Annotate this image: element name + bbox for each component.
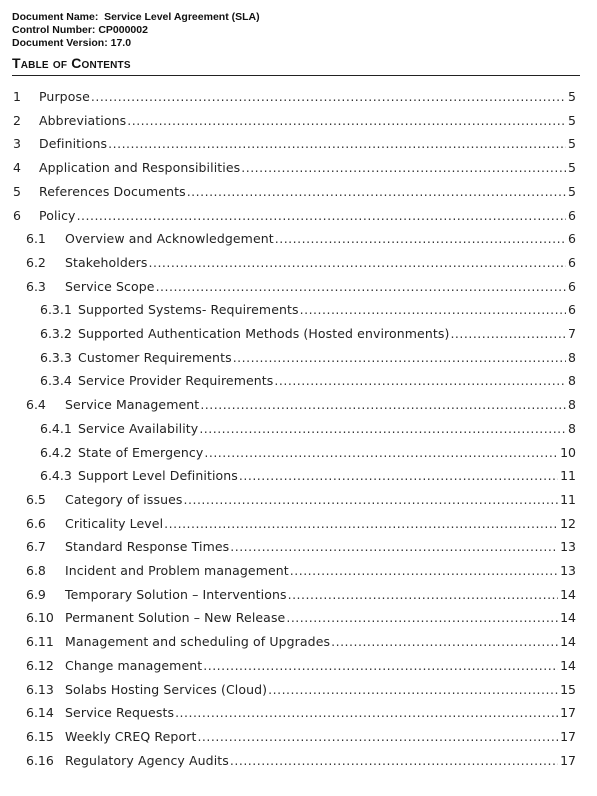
toc-entry-page: 11: [560, 491, 576, 507]
toc-entry[interactable]: [26, 631, 576, 653]
document-header: [12, 11, 260, 50]
toc-dot-leader: [199, 418, 566, 440]
toc-dot-leader: [197, 726, 558, 748]
toc-entry[interactable]: [26, 750, 576, 772]
toc-entry-number: 6.6: [26, 515, 46, 531]
toc-entry-number: 6.13: [26, 681, 54, 697]
toc-dot-leader: [450, 323, 566, 345]
toc-entry-page: 12: [560, 515, 576, 531]
toc-entry[interactable]: [40, 418, 576, 440]
toc-entry-page: 5: [568, 183, 576, 199]
toc-entry-title: Standard Response Times: [65, 539, 230, 555]
toc-dot-leader: [268, 679, 558, 701]
toc-dot-leader: [286, 607, 558, 629]
toc-dot-leader: [239, 465, 558, 487]
toc-dot-leader: [275, 228, 566, 250]
toc-entry-title: Regulatory Agency Audits: [65, 752, 229, 768]
toc-entry-title: Weekly CREQ Report: [65, 728, 197, 744]
toc-entry-number: 6.4.2: [40, 444, 72, 460]
toc-entry-title: Service Scope: [65, 278, 155, 294]
toc-dot-leader: [233, 347, 566, 369]
toc-entry-title: Overview and Acknowledgement: [65, 231, 274, 247]
toc-entry-title: Management and scheduling of Upgrades: [65, 634, 331, 650]
toc-entry-number: 6.3.3: [40, 349, 72, 365]
toc-entry[interactable]: [26, 228, 576, 250]
toc-dot-leader: [77, 205, 566, 227]
toc-entry[interactable]: [26, 584, 576, 606]
toc-entry-title: Service Provider Requirements: [78, 373, 274, 389]
toc-entry-number: 6.4.1: [40, 420, 72, 436]
toc-entry[interactable]: [13, 110, 576, 132]
toc-entry-number: 6.14: [26, 705, 54, 721]
toc-dot-leader: [184, 489, 559, 511]
toc-dot-leader: [288, 584, 558, 606]
toc-entry-title: References Documents: [39, 183, 186, 199]
toc-entry-page: 8: [568, 420, 576, 436]
toc-entry[interactable]: [13, 157, 576, 179]
toc-entry-number: 6.7: [26, 539, 46, 555]
toc-entry-number: 6.3.1: [40, 302, 72, 318]
toc-entry-page: 10: [560, 444, 576, 460]
toc-entry-number: 6.16: [26, 752, 54, 768]
toc-heading: Table of Contents: [12, 55, 580, 76]
toc-entry-number: 4: [13, 160, 21, 176]
toc-dot-leader: [127, 110, 566, 132]
toc-entry-page: 6: [568, 207, 576, 223]
toc-entry-page: 6: [568, 254, 576, 270]
toc-entry[interactable]: [26, 607, 576, 629]
toc-entry-number: 6.12: [26, 657, 54, 673]
toc-entry-page: 11: [560, 468, 576, 484]
toc-entry-page: 15: [560, 681, 576, 697]
toc-entry-page: 5: [568, 89, 576, 104]
toc-entry-page: 17: [560, 705, 576, 721]
toc-entry-title: Service Management: [65, 397, 200, 413]
toc-entry-title: Abbreviations: [39, 112, 127, 128]
toc-entry-title: Service Availability: [78, 420, 199, 436]
toc-entry-number: 6.3.2: [40, 326, 72, 341]
toc-entry-page: 5: [568, 160, 576, 176]
toc-entry-number: 6.10: [26, 610, 54, 626]
toc-entry-title: Support Level Definitions: [78, 468, 238, 484]
toc-entry-number: 6.3.4: [40, 373, 72, 389]
toc-dot-leader: [230, 750, 558, 772]
toc-entry-page: 17: [560, 728, 576, 744]
toc-entry-number: 3: [13, 136, 21, 152]
toc-entry-page: 13: [560, 563, 576, 578]
toc-dot-leader: [108, 133, 566, 155]
toc-entry[interactable]: [13, 181, 576, 203]
toc-dot-leader: [149, 252, 567, 274]
toc-entry[interactable]: [13, 133, 576, 155]
toc-entry-title: State of Emergency: [78, 444, 204, 460]
toc-entry[interactable]: [26, 513, 576, 535]
toc-entry[interactable]: [40, 299, 576, 321]
toc-entry-number: 6.15: [26, 728, 54, 744]
toc-dot-leader: [300, 299, 566, 321]
toc-entry-page: 14: [560, 610, 576, 626]
toc-entry[interactable]: [13, 205, 576, 227]
toc-dot-leader: [187, 181, 566, 203]
toc-entry-number: 1: [13, 89, 21, 104]
toc-entry-title: Criticality Level: [65, 515, 164, 531]
toc-dot-leader: [290, 560, 558, 582]
toc-entry[interactable]: [40, 347, 576, 369]
toc-entry[interactable]: [40, 370, 576, 392]
toc-entry-title: Supported Authentication Methods (Hosted environments): [78, 326, 450, 341]
toc-entry-title: Service Requests: [65, 705, 175, 721]
toc-entry-title: Incident and Problem management: [65, 563, 289, 578]
toc-entry-number: 6.8: [26, 563, 46, 578]
control-number: Control Number: CP000002: [12, 24, 148, 36]
toc-entry-number: 2: [13, 112, 21, 128]
toc-entry[interactable]: [40, 465, 576, 487]
toc-entry-title: Temporary Solution – Interventions: [65, 586, 287, 602]
toc-entry-page: 8: [568, 397, 576, 413]
toc-entry[interactable]: [26, 702, 576, 724]
toc-entry-number: 6.9: [26, 586, 46, 602]
toc-entry-page: 8: [568, 349, 576, 365]
toc-entry[interactable]: [26, 276, 576, 298]
toc-dot-leader: [156, 276, 566, 298]
toc-dot-leader: [274, 370, 566, 392]
toc-entry[interactable]: [40, 323, 576, 345]
toc-entry-number: 6.11: [26, 634, 54, 650]
toc-entry-number: 6: [13, 207, 21, 223]
toc-entry-page: 6: [568, 278, 576, 294]
toc-entry-number: 6.3: [26, 278, 46, 294]
toc-entry[interactable]: [26, 726, 576, 748]
toc-entry-title: Change management: [65, 657, 203, 673]
toc-entry[interactable]: [13, 86, 576, 108]
toc-entry[interactable]: [26, 252, 576, 274]
toc-entry[interactable]: [26, 536, 576, 558]
toc-entry-number: 6.1: [26, 231, 46, 247]
toc-entry-title: Permanent Solution – New Release: [65, 610, 286, 626]
toc-entry[interactable]: [26, 489, 576, 511]
toc-entry[interactable]: [26, 655, 576, 677]
toc-dot-leader: [331, 631, 558, 653]
toc-entry-number: 5: [13, 183, 21, 199]
toc-entry[interactable]: [26, 560, 576, 582]
toc-entry-title: Policy: [39, 207, 76, 223]
toc-entry-page: 6: [568, 302, 576, 318]
toc-entry-page: 5: [568, 136, 576, 152]
toc-entry-title: Stakeholders: [65, 254, 148, 270]
toc-dot-leader: [230, 536, 558, 558]
toc-entry-page: 8: [568, 373, 576, 389]
toc-dot-leader: [203, 655, 558, 677]
toc-entry-page: 14: [560, 586, 576, 602]
toc-entry-number: 6.4.3: [40, 468, 72, 484]
toc-dot-leader: [204, 442, 558, 464]
toc-entry-page: 14: [560, 657, 576, 673]
toc-entry-number: 6.5: [26, 491, 46, 507]
toc-entry-title: Category of issues: [65, 491, 183, 507]
toc-entry-title: Definitions: [39, 136, 108, 152]
toc-entry[interactable]: [26, 679, 576, 701]
toc-entry-page: 7: [568, 326, 576, 341]
toc-entry-number: 6.2: [26, 254, 46, 270]
toc-entry[interactable]: [40, 442, 576, 464]
toc-entry-title: Supported Systems- Requirements: [78, 302, 299, 318]
toc-entry-page: 17: [560, 752, 576, 768]
document-version: Document Version: 17.0: [12, 37, 132, 49]
toc-entry-title: Solabs Hosting Services (Cloud): [65, 681, 268, 697]
toc-entry[interactable]: [26, 394, 576, 416]
toc-dot-leader: [175, 702, 558, 724]
toc-entry-title: Application and Responsibilities: [39, 160, 241, 176]
toc-dot-leader: [91, 86, 566, 108]
toc-entry-page: 5: [568, 112, 576, 128]
toc-entry-page: 14: [560, 634, 576, 650]
toc-dot-leader: [200, 394, 566, 416]
toc-entry-title: Purpose: [39, 89, 90, 104]
toc-dot-leader: [241, 157, 566, 179]
toc-entry-number: 6.4: [26, 397, 46, 413]
toc-entry-page: 6: [568, 231, 576, 247]
document-name: Document Name: Service Level Agreement (SLA): [12, 11, 260, 23]
toc-entry-title: Customer Requirements: [78, 349, 232, 365]
toc-dot-leader: [164, 513, 558, 535]
toc-entry-page: 13: [560, 539, 576, 555]
